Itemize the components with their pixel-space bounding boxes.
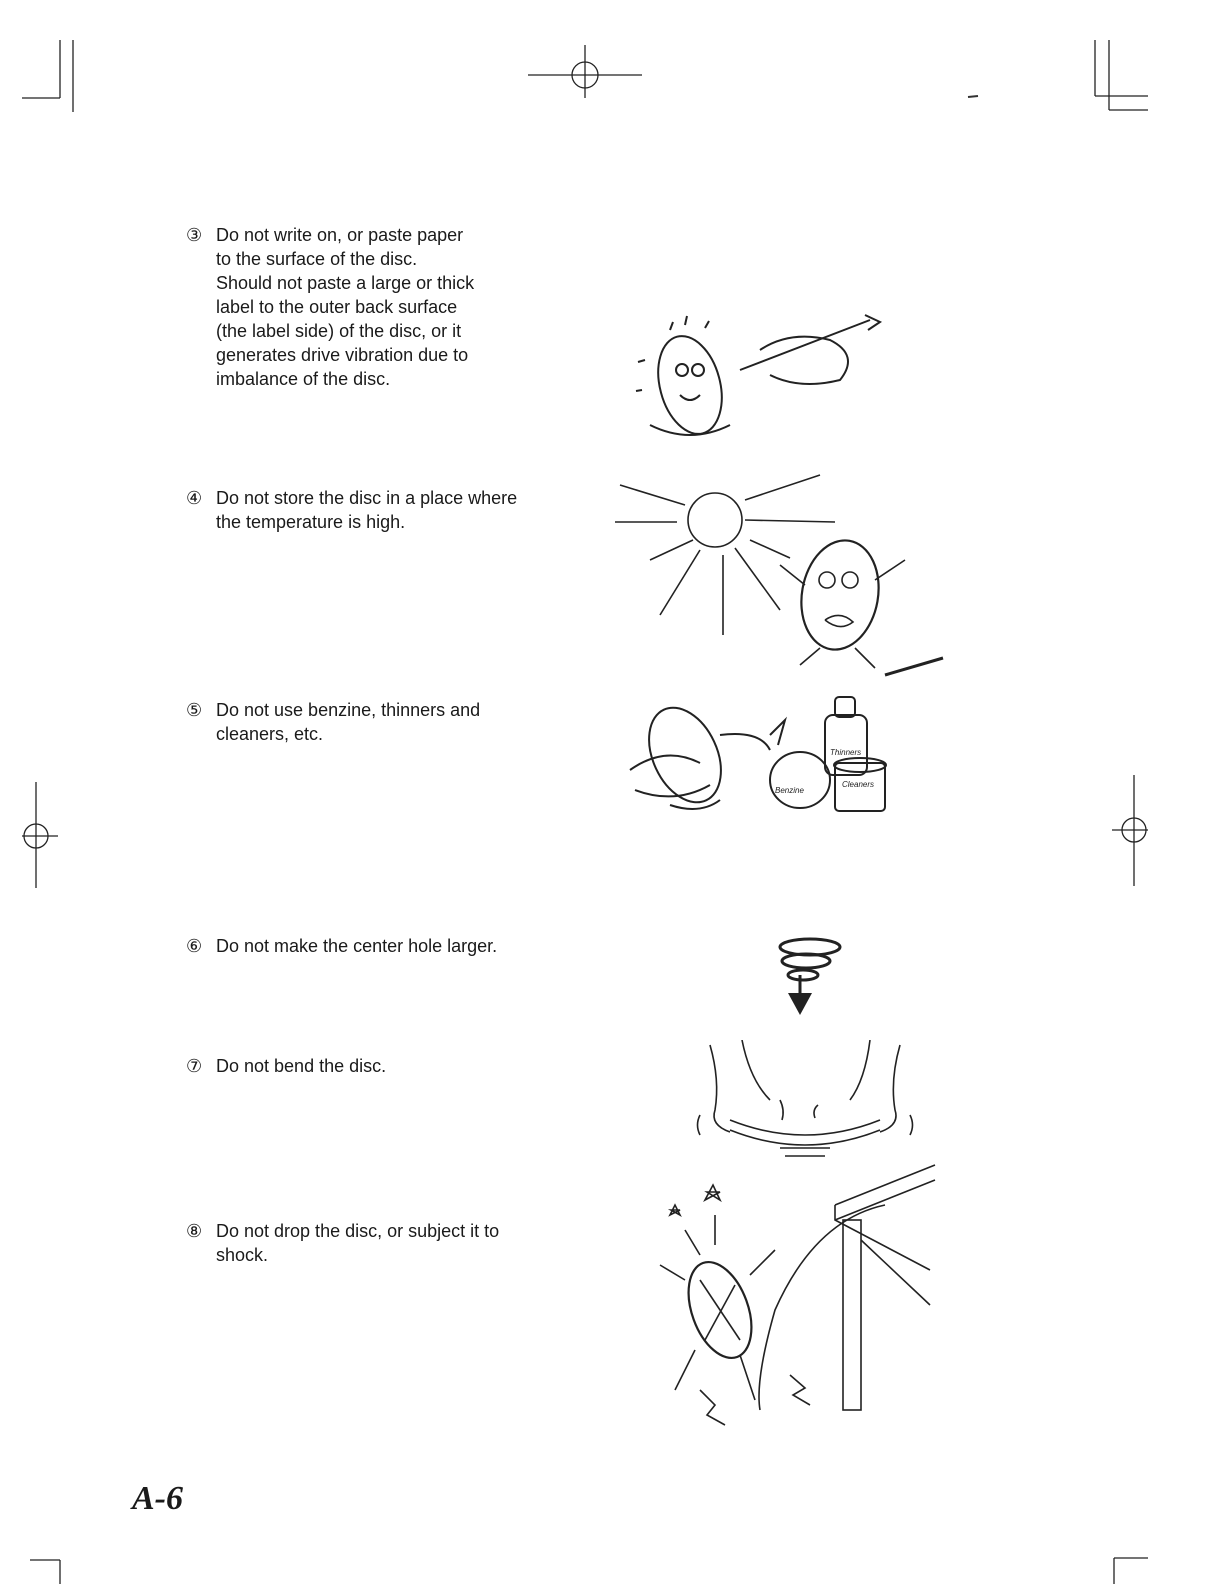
item-text: Do not write on, or paste paper to the surface of the disc. Should not paste a large or thick label to the outer back surface (the label side) of the disc, or it generates drive vibration due to imbalance of the disc. bbox=[216, 225, 475, 389]
item-text: Do not make the center hole larger. bbox=[216, 936, 498, 956]
center-hole-illustration bbox=[770, 935, 850, 1020]
write-on-disc-illustration bbox=[630, 310, 900, 450]
item-text: Do not drop the disc, or subject it to shock. bbox=[216, 1221, 500, 1265]
item-number: ⑤ bbox=[186, 700, 203, 720]
instruction-item-7 bbox=[186, 1054, 546, 1078]
cleaners-label: Cleaners bbox=[842, 780, 875, 789]
instruction-item-5 bbox=[186, 698, 546, 746]
instruction-item-8 bbox=[186, 1219, 596, 1267]
sun-heat-illustration bbox=[605, 470, 950, 685]
item-text: Do not store the disc in a place where the temperature is high. bbox=[216, 488, 518, 532]
chemicals-illustration bbox=[620, 675, 905, 825]
instruction-item-4 bbox=[186, 486, 596, 534]
page-number: A-6 bbox=[132, 1480, 183, 1517]
instruction-item-6 bbox=[186, 934, 566, 958]
item-number: ④ bbox=[186, 488, 203, 508]
item-text: Do not bend the disc. bbox=[216, 1056, 387, 1076]
benzine-label: Benzine bbox=[775, 786, 804, 795]
item-number: ⑧ bbox=[186, 1221, 203, 1241]
item-number: ⑥ bbox=[186, 936, 203, 956]
item-text: Do not use benzine, thinners and cleaners, etc. bbox=[216, 700, 481, 744]
thinners-label: Thinners bbox=[830, 748, 862, 757]
instruction-item-3 bbox=[186, 223, 546, 391]
item-number: ③ bbox=[186, 225, 203, 245]
bend-disc-illustration bbox=[690, 1040, 920, 1165]
item-number: ⑦ bbox=[186, 1056, 203, 1076]
drop-disc-illustration bbox=[645, 1160, 940, 1435]
